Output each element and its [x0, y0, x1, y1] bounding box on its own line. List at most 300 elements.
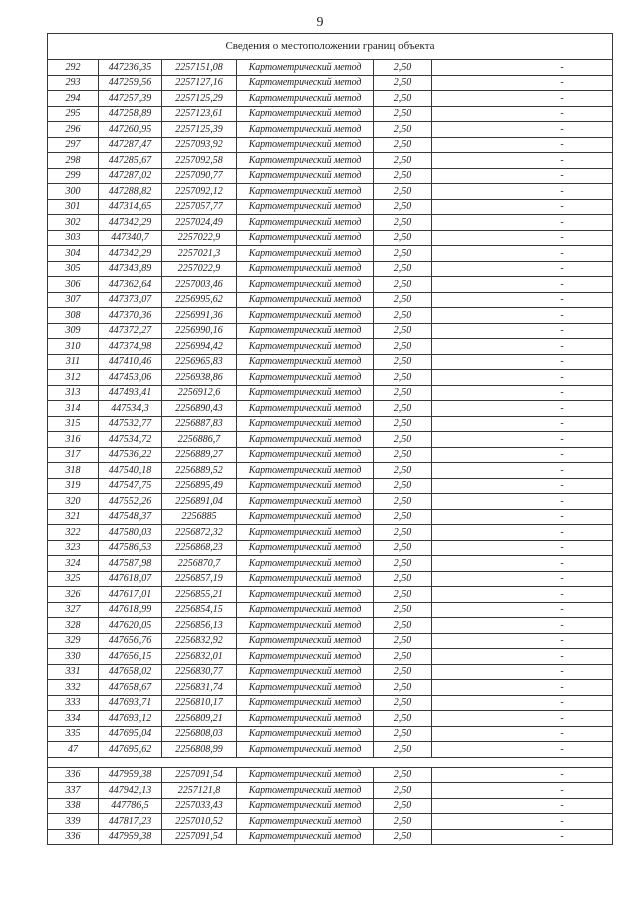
table-row — [48, 478, 613, 494]
y-coordinate-cell: 2256890,43 — [162, 401, 237, 417]
table-row — [48, 633, 613, 649]
accuracy-cell: 2,50 — [374, 664, 432, 680]
description-cell: - — [432, 277, 613, 293]
description-cell: - — [432, 556, 613, 572]
point-number-cell: 294 — [48, 91, 99, 107]
point-number-cell: 320 — [48, 494, 99, 510]
point-number-cell: 308 — [48, 308, 99, 324]
table-row — [48, 587, 613, 603]
description-cell: - — [432, 106, 613, 122]
y-coordinate-cell: 2257123,61 — [162, 106, 237, 122]
description-cell: - — [432, 246, 613, 262]
point-number-cell: 334 — [48, 711, 99, 727]
y-coordinate-cell: 2257021,3 — [162, 246, 237, 262]
x-coordinate-cell: 447287,47 — [99, 137, 162, 153]
method-cell: Картометрический метод — [237, 726, 374, 742]
accuracy-cell: 2,50 — [374, 184, 432, 200]
y-coordinate-cell: 2256891,04 — [162, 494, 237, 510]
method-cell: Картометрический метод — [237, 602, 374, 618]
table-row — [48, 571, 613, 587]
method-cell: Картометрический метод — [237, 447, 374, 463]
point-number-cell: 317 — [48, 447, 99, 463]
x-coordinate-cell: 447410,46 — [99, 354, 162, 370]
point-number-cell: 307 — [48, 292, 99, 308]
method-cell: Картометрический метод — [237, 246, 374, 262]
description-cell: - — [432, 649, 613, 665]
table-row — [48, 354, 613, 370]
y-coordinate-cell: 2257092,12 — [162, 184, 237, 200]
y-coordinate-cell: 2257151,08 — [162, 60, 237, 76]
table-row — [48, 814, 613, 830]
method-cell: Картометрический метод — [237, 556, 374, 572]
method-cell: Картометрический метод — [237, 540, 374, 556]
description-cell: - — [432, 184, 613, 200]
x-coordinate-cell: 447620,05 — [99, 618, 162, 634]
y-coordinate-cell: 2256868,23 — [162, 540, 237, 556]
y-coordinate-cell: 2256889,52 — [162, 463, 237, 479]
table-row — [48, 525, 613, 541]
method-cell: Картометрический метод — [237, 385, 374, 401]
table-row — [48, 230, 613, 246]
table-row — [48, 783, 613, 799]
description-cell: - — [432, 153, 613, 169]
method-cell: Картометрический метод — [237, 308, 374, 324]
y-coordinate-cell: 2256832,92 — [162, 633, 237, 649]
x-coordinate-cell: 447374,98 — [99, 339, 162, 355]
method-cell: Картометрический метод — [237, 215, 374, 231]
point-number-cell: 321 — [48, 509, 99, 525]
y-coordinate-cell: 2256889,27 — [162, 447, 237, 463]
page-number: 9 — [316, 15, 324, 30]
point-number-cell: 318 — [48, 463, 99, 479]
x-coordinate-cell: 447587,98 — [99, 556, 162, 572]
table-row — [48, 618, 613, 634]
accuracy-cell: 2,50 — [374, 168, 432, 184]
y-coordinate-cell: 2257057,77 — [162, 199, 237, 215]
method-cell: Картометрический метод — [237, 184, 374, 200]
point-number-cell: 298 — [48, 153, 99, 169]
x-coordinate-cell: 447342,29 — [99, 246, 162, 262]
method-cell: Картометрический метод — [237, 370, 374, 386]
x-coordinate-cell: 447343,89 — [99, 261, 162, 277]
y-coordinate-cell: 2257125,39 — [162, 122, 237, 138]
method-cell: Картометрический метод — [237, 230, 374, 246]
table-row — [48, 215, 613, 231]
point-number-cell: 295 — [48, 106, 99, 122]
point-number-cell: 330 — [48, 649, 99, 665]
description-cell: - — [432, 339, 613, 355]
description-cell: - — [432, 829, 613, 845]
table-row — [48, 75, 613, 91]
method-cell: Картометрический метод — [237, 829, 374, 845]
x-coordinate-cell: 447586,53 — [99, 540, 162, 556]
x-coordinate-cell: 447372,27 — [99, 323, 162, 339]
table-row — [48, 60, 613, 76]
boundary-table — [47, 33, 613, 845]
point-number-cell: 299 — [48, 168, 99, 184]
x-coordinate-cell: 447959,38 — [99, 829, 162, 845]
accuracy-cell: 2,50 — [374, 91, 432, 107]
x-coordinate-cell: 447493,41 — [99, 385, 162, 401]
x-coordinate-cell: 447618,99 — [99, 602, 162, 618]
method-cell: Картометрический метод — [237, 199, 374, 215]
y-coordinate-cell: 2256808,03 — [162, 726, 237, 742]
accuracy-cell: 2,50 — [374, 230, 432, 246]
description-cell: - — [432, 447, 613, 463]
accuracy-cell: 2,50 — [374, 122, 432, 138]
method-cell: Картометрический метод — [237, 509, 374, 525]
accuracy-cell: 2,50 — [374, 798, 432, 814]
method-cell: Картометрический метод — [237, 463, 374, 479]
accuracy-cell: 2,50 — [374, 695, 432, 711]
point-number-cell: 335 — [48, 726, 99, 742]
method-cell: Картометрический метод — [237, 416, 374, 432]
table-row — [48, 447, 613, 463]
accuracy-cell: 2,50 — [374, 106, 432, 122]
y-coordinate-cell: 2257093,92 — [162, 137, 237, 153]
point-number-cell: 292 — [48, 60, 99, 76]
accuracy-cell: 2,50 — [374, 829, 432, 845]
point-number-cell: 315 — [48, 416, 99, 432]
method-cell: Картометрический метод — [237, 767, 374, 783]
accuracy-cell: 2,50 — [374, 323, 432, 339]
description-cell: - — [432, 199, 613, 215]
x-coordinate-cell: 447536,22 — [99, 447, 162, 463]
y-coordinate-cell: 2256990,16 — [162, 323, 237, 339]
table-row — [48, 308, 613, 324]
accuracy-cell: 2,50 — [374, 292, 432, 308]
point-number-cell: 332 — [48, 680, 99, 696]
method-cell: Картометрический метод — [237, 633, 374, 649]
x-coordinate-cell: 447548,37 — [99, 509, 162, 525]
point-number-cell: 310 — [48, 339, 99, 355]
y-coordinate-cell: 2256872,32 — [162, 525, 237, 541]
method-cell: Картометрический метод — [237, 401, 374, 417]
section-gap-cell — [48, 757, 613, 767]
description-cell: - — [432, 680, 613, 696]
x-coordinate-cell: 447257,39 — [99, 91, 162, 107]
method-cell: Картометрический метод — [237, 106, 374, 122]
method-cell: Картометрический метод — [237, 354, 374, 370]
method-cell: Картометрический метод — [237, 783, 374, 799]
description-cell: - — [432, 308, 613, 324]
accuracy-cell: 2,50 — [374, 680, 432, 696]
method-cell: Картометрический метод — [237, 695, 374, 711]
table-row — [48, 829, 613, 845]
table-row — [48, 711, 613, 727]
y-coordinate-cell: 2257125,29 — [162, 91, 237, 107]
y-coordinate-cell: 2257024,49 — [162, 215, 237, 231]
table-row — [48, 416, 613, 432]
accuracy-cell: 2,50 — [374, 153, 432, 169]
description-cell: - — [432, 122, 613, 138]
description-cell: - — [432, 137, 613, 153]
accuracy-cell: 2,50 — [374, 75, 432, 91]
x-coordinate-cell: 447260,95 — [99, 122, 162, 138]
y-coordinate-cell: 2256886,7 — [162, 432, 237, 448]
description-cell: - — [432, 463, 613, 479]
accuracy-cell: 2,50 — [374, 540, 432, 556]
description-cell: - — [432, 783, 613, 799]
accuracy-cell: 2,50 — [374, 767, 432, 783]
accuracy-cell: 2,50 — [374, 509, 432, 525]
description-cell: - — [432, 323, 613, 339]
accuracy-cell: 2,50 — [374, 618, 432, 634]
point-number-cell: 325 — [48, 571, 99, 587]
description-cell: - — [432, 633, 613, 649]
description-cell: - — [432, 587, 613, 603]
description-cell: - — [432, 726, 613, 742]
x-coordinate-cell: 447656,76 — [99, 633, 162, 649]
x-coordinate-cell: 447259,56 — [99, 75, 162, 91]
point-number-cell: 313 — [48, 385, 99, 401]
x-coordinate-cell: 447618,07 — [99, 571, 162, 587]
method-cell: Картометрический метод — [237, 798, 374, 814]
point-number-cell: 322 — [48, 525, 99, 541]
x-coordinate-cell: 447942,13 — [99, 783, 162, 799]
point-number-cell: 316 — [48, 432, 99, 448]
table-row — [48, 199, 613, 215]
point-number-cell: 312 — [48, 370, 99, 386]
y-coordinate-cell: 2256912,6 — [162, 385, 237, 401]
table-row — [48, 137, 613, 153]
y-coordinate-cell: 2257003,46 — [162, 277, 237, 293]
accuracy-cell: 2,50 — [374, 60, 432, 76]
y-coordinate-cell: 2256995,62 — [162, 292, 237, 308]
method-cell: Картометрический метод — [237, 261, 374, 277]
table-row — [48, 246, 613, 262]
y-coordinate-cell: 2257010,52 — [162, 814, 237, 830]
method-cell: Картометрический метод — [237, 137, 374, 153]
table-row — [48, 323, 613, 339]
description-cell: - — [432, 711, 613, 727]
description-cell: - — [432, 742, 613, 758]
y-coordinate-cell: 2256832,01 — [162, 649, 237, 665]
x-coordinate-cell: 447580,03 — [99, 525, 162, 541]
y-coordinate-cell: 2256965,83 — [162, 354, 237, 370]
table-row — [48, 798, 613, 814]
y-coordinate-cell: 2256809,21 — [162, 711, 237, 727]
y-coordinate-cell: 2256857,19 — [162, 571, 237, 587]
y-coordinate-cell: 2256831,74 — [162, 680, 237, 696]
x-coordinate-cell: 447258,89 — [99, 106, 162, 122]
point-number-cell: 302 — [48, 215, 99, 231]
table-row — [48, 292, 613, 308]
method-cell: Картометрический метод — [237, 680, 374, 696]
method-cell: Картометрический метод — [237, 432, 374, 448]
table-row — [48, 649, 613, 665]
description-cell: - — [432, 767, 613, 783]
x-coordinate-cell: 447342,29 — [99, 215, 162, 231]
accuracy-cell: 2,50 — [374, 478, 432, 494]
accuracy-cell: 2,50 — [374, 447, 432, 463]
y-coordinate-cell: 2256885 — [162, 509, 237, 525]
y-coordinate-cell: 2256938,86 — [162, 370, 237, 386]
point-number-cell: 339 — [48, 814, 99, 830]
method-cell: Картометрический метод — [237, 649, 374, 665]
description-cell: - — [432, 354, 613, 370]
description-cell: - — [432, 814, 613, 830]
table-row — [48, 385, 613, 401]
x-coordinate-cell: 447370,36 — [99, 308, 162, 324]
x-coordinate-cell: 447658,02 — [99, 664, 162, 680]
y-coordinate-cell: 2257022,9 — [162, 230, 237, 246]
y-coordinate-cell: 2257090,77 — [162, 168, 237, 184]
accuracy-cell: 2,50 — [374, 215, 432, 231]
x-coordinate-cell: 447362,64 — [99, 277, 162, 293]
description-cell: - — [432, 215, 613, 231]
table-row — [48, 767, 613, 783]
y-coordinate-cell: 2256855,21 — [162, 587, 237, 603]
method-cell: Картометрический метод — [237, 60, 374, 76]
table-title-row — [48, 34, 613, 60]
table-row — [48, 432, 613, 448]
accuracy-cell: 2,50 — [374, 726, 432, 742]
table-row — [48, 509, 613, 525]
x-coordinate-cell: 447617,01 — [99, 587, 162, 603]
method-cell: Картометрический метод — [237, 742, 374, 758]
accuracy-cell: 2,50 — [374, 463, 432, 479]
point-number-cell: 336 — [48, 767, 99, 783]
method-cell: Картометрический метод — [237, 571, 374, 587]
point-number-cell: 328 — [48, 618, 99, 634]
x-coordinate-cell: 447658,67 — [99, 680, 162, 696]
method-cell: Картометрический метод — [237, 618, 374, 634]
table-row — [48, 153, 613, 169]
x-coordinate-cell: 447693,12 — [99, 711, 162, 727]
accuracy-cell: 2,50 — [374, 277, 432, 293]
description-cell: - — [432, 401, 613, 417]
y-coordinate-cell: 2256991,36 — [162, 308, 237, 324]
y-coordinate-cell: 2257092,58 — [162, 153, 237, 169]
method-cell: Картометрический метод — [237, 75, 374, 91]
method-cell: Картометрический метод — [237, 664, 374, 680]
x-coordinate-cell: 447534,3 — [99, 401, 162, 417]
accuracy-cell: 2,50 — [374, 246, 432, 262]
table-row — [48, 91, 613, 107]
y-coordinate-cell: 2257127,16 — [162, 75, 237, 91]
x-coordinate-cell: 447547,75 — [99, 478, 162, 494]
x-coordinate-cell: 447532,77 — [99, 416, 162, 432]
point-number-cell: 296 — [48, 122, 99, 138]
x-coordinate-cell: 447656,15 — [99, 649, 162, 665]
point-number-cell: 297 — [48, 137, 99, 153]
method-cell: Картометрический метод — [237, 292, 374, 308]
x-coordinate-cell: 447817,23 — [99, 814, 162, 830]
y-coordinate-cell: 2256810,17 — [162, 695, 237, 711]
method-cell: Картометрический метод — [237, 339, 374, 355]
description-cell: - — [432, 230, 613, 246]
table-row — [48, 261, 613, 277]
description-cell: - — [432, 695, 613, 711]
accuracy-cell: 2,50 — [374, 783, 432, 799]
y-coordinate-cell: 2256887,83 — [162, 416, 237, 432]
method-cell: Картометрический метод — [237, 91, 374, 107]
y-coordinate-cell: 2256808,99 — [162, 742, 237, 758]
description-cell: - — [432, 509, 613, 525]
accuracy-cell: 2,50 — [374, 649, 432, 665]
point-number-cell: 303 — [48, 230, 99, 246]
table-title: Сведения о местоположении границ объекта — [48, 34, 613, 60]
method-cell: Картометрический метод — [237, 277, 374, 293]
accuracy-cell: 2,50 — [374, 339, 432, 355]
method-cell: Картометрический метод — [237, 122, 374, 138]
table-row — [48, 602, 613, 618]
accuracy-cell: 2,50 — [374, 494, 432, 510]
point-number-cell: 304 — [48, 246, 99, 262]
x-coordinate-cell: 447373,07 — [99, 292, 162, 308]
table-row — [48, 370, 613, 386]
table-row — [48, 401, 613, 417]
y-coordinate-cell: 2257033,43 — [162, 798, 237, 814]
method-cell: Картометрический метод — [237, 587, 374, 603]
table-row — [48, 168, 613, 184]
point-number-cell: 329 — [48, 633, 99, 649]
y-coordinate-cell: 2257091,54 — [162, 767, 237, 783]
point-number-cell: 331 — [48, 664, 99, 680]
description-cell: - — [432, 540, 613, 556]
accuracy-cell: 2,50 — [374, 432, 432, 448]
x-coordinate-cell: 447236,35 — [99, 60, 162, 76]
method-cell: Картометрический метод — [237, 814, 374, 830]
table-row — [48, 540, 613, 556]
point-number-cell: 314 — [48, 401, 99, 417]
accuracy-cell: 2,50 — [374, 354, 432, 370]
y-coordinate-cell: 2256994,42 — [162, 339, 237, 355]
accuracy-cell: 2,50 — [374, 587, 432, 603]
y-coordinate-cell: 2256856,13 — [162, 618, 237, 634]
accuracy-cell: 2,50 — [374, 385, 432, 401]
table-row — [48, 106, 613, 122]
description-cell: - — [432, 618, 613, 634]
accuracy-cell: 2,50 — [374, 571, 432, 587]
description-cell: - — [432, 478, 613, 494]
accuracy-cell: 2,50 — [374, 633, 432, 649]
point-number-cell: 47 — [48, 742, 99, 758]
method-cell: Картометрический метод — [237, 323, 374, 339]
description-cell: - — [432, 261, 613, 277]
point-number-cell: 306 — [48, 277, 99, 293]
x-coordinate-cell: 447695,04 — [99, 726, 162, 742]
x-coordinate-cell: 447959,38 — [99, 767, 162, 783]
accuracy-cell: 2,50 — [374, 711, 432, 727]
method-cell: Картометрический метод — [237, 525, 374, 541]
description-cell: - — [432, 432, 613, 448]
point-number-cell: 336 — [48, 829, 99, 845]
x-coordinate-cell: 447340,7 — [99, 230, 162, 246]
point-number-cell: 311 — [48, 354, 99, 370]
table-row — [48, 664, 613, 680]
description-cell: - — [432, 370, 613, 386]
accuracy-cell: 2,50 — [374, 261, 432, 277]
accuracy-cell: 2,50 — [374, 742, 432, 758]
section-gap-row — [48, 757, 613, 767]
accuracy-cell: 2,50 — [374, 814, 432, 830]
description-cell: - — [432, 571, 613, 587]
description-cell: - — [432, 292, 613, 308]
point-number-cell: 324 — [48, 556, 99, 572]
y-coordinate-cell: 2256854,15 — [162, 602, 237, 618]
accuracy-cell: 2,50 — [374, 602, 432, 618]
accuracy-cell: 2,50 — [374, 556, 432, 572]
point-number-cell: 301 — [48, 199, 99, 215]
description-cell: - — [432, 416, 613, 432]
x-coordinate-cell: 447693,71 — [99, 695, 162, 711]
x-coordinate-cell: 447453,06 — [99, 370, 162, 386]
description-cell: - — [432, 798, 613, 814]
accuracy-cell: 2,50 — [374, 137, 432, 153]
table-row — [48, 695, 613, 711]
